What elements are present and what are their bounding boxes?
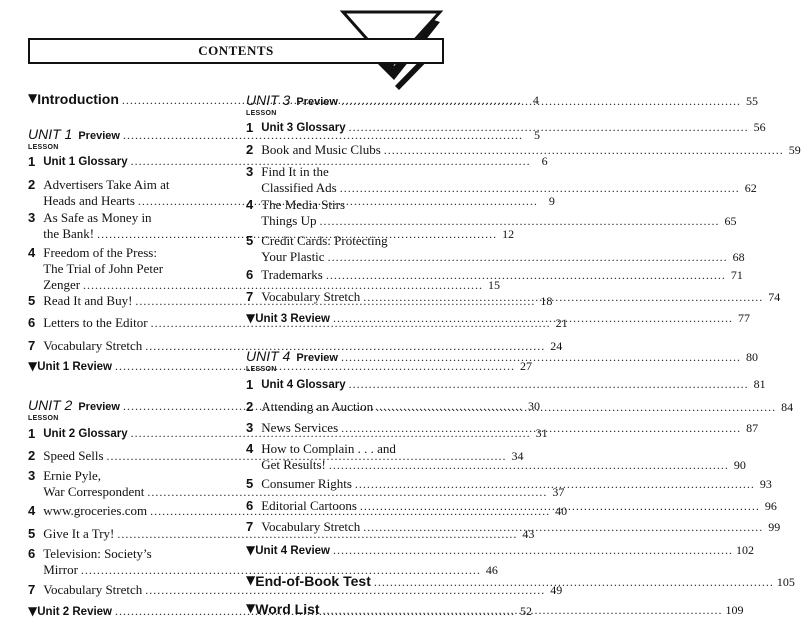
entry-page: 55 <box>745 94 758 108</box>
entry-page: 49 <box>550 583 563 597</box>
lesson-number: 2 <box>246 142 254 157</box>
entry-page: 81 <box>753 377 766 391</box>
entry-page: 99 <box>768 520 781 534</box>
lesson-number: 7 <box>28 582 36 597</box>
lesson-label: LESSON <box>246 110 277 117</box>
entry-page: 31 <box>535 426 548 440</box>
entry-page: 30 <box>527 399 540 413</box>
lesson-number: 1 <box>28 426 36 441</box>
triangle-bullet-icon: ▼ <box>246 573 256 587</box>
lesson-number: 3 <box>28 210 36 225</box>
lesson-title-line: The Media Stirs <box>261 197 345 212</box>
lesson-title-line: Unit 4 Glossary <box>261 379 346 391</box>
review-title: Unit 1 Review <box>37 361 113 373</box>
preview-label: Preview <box>78 401 120 413</box>
lesson-number: 4 <box>246 197 254 212</box>
lesson-title-line: Vocabulary Stretch <box>43 338 143 353</box>
triangle-bullet-icon: ▼ <box>246 311 256 325</box>
entry-page: 84 <box>781 400 794 414</box>
unit-label: UNIT 2 <box>28 397 73 413</box>
entry-title: Word List <box>255 601 320 617</box>
lesson-number: 7 <box>246 289 254 304</box>
unit-label: UNIT 3 <box>246 92 291 108</box>
entry-page: 24 <box>550 339 563 353</box>
lesson-title-line: The Trial of John Peter <box>43 261 164 276</box>
lesson-title-line: Television: Society’s <box>43 546 152 561</box>
lesson-title-line: Advertisers Take Aim at <box>43 177 170 192</box>
triangle-bullet-icon: ▼ <box>28 604 38 618</box>
lesson-number: 7 <box>246 519 254 534</box>
page-title: CONTENTS <box>198 43 274 58</box>
lesson-title-line: Classified Ads <box>261 180 337 195</box>
toc-lesson-entry[interactable] <box>246 164 757 196</box>
entry-page: 52 <box>520 604 533 618</box>
lesson-number: 2 <box>28 177 36 192</box>
toc-lesson-entry[interactable] <box>28 338 563 354</box>
lesson-title-line: Vocabulary Stretch <box>261 289 361 304</box>
lesson-number: 1 <box>246 120 254 135</box>
triangle-bullet-icon: ▼ <box>28 91 38 105</box>
lesson-label: LESSON <box>28 144 59 151</box>
entry-page: 68 <box>732 250 745 264</box>
lesson-label: LESSON <box>246 366 277 373</box>
lesson-number: 2 <box>28 448 36 463</box>
lesson-number: 5 <box>28 293 36 308</box>
entry-page: 21 <box>555 316 568 330</box>
lesson-title-line: As Safe as Money in <box>43 210 152 225</box>
preview-label: Preview <box>296 352 338 364</box>
lesson-number: 3 <box>246 164 254 179</box>
preview-label: Preview <box>78 130 120 142</box>
entry-page: 56 <box>753 120 766 134</box>
preview-label: Preview <box>296 96 338 108</box>
lesson-number: 3 <box>246 420 254 435</box>
entry-page: 12 <box>502 227 515 241</box>
lesson-title-line: Consumer Rights <box>261 476 352 491</box>
entry-page: 90 <box>733 458 746 472</box>
lesson-number: 6 <box>28 546 36 561</box>
lesson-title-line: How to Complain . . . and <box>261 441 396 456</box>
lesson-title-line: Get Results! <box>261 457 326 472</box>
entry-page: 71 <box>730 268 743 282</box>
lesson-title-line: Things Up <box>261 213 317 228</box>
toc-lesson-entry[interactable] <box>246 197 737 229</box>
lesson-number: 1 <box>246 377 254 392</box>
review-title: Unit 2 Review <box>37 606 113 618</box>
entry-page: 96 <box>764 499 777 513</box>
toc-lesson-entry[interactable] <box>28 582 563 598</box>
contents-banner <box>28 38 444 64</box>
unit-4-preview[interactable] <box>246 348 758 365</box>
lesson-title-line: Speed Sells <box>43 448 104 463</box>
lesson-number: 4 <box>246 441 254 456</box>
lesson-label: LESSON <box>28 415 59 422</box>
entry-page: 43 <box>522 527 535 541</box>
toc-lesson-entry[interactable] <box>246 120 766 135</box>
entry-page: 102 <box>736 543 755 557</box>
lesson-title-line: Unit 1 Glossary <box>43 156 128 168</box>
entry-page: 87 <box>746 421 759 435</box>
entry-page: 59 <box>788 143 801 157</box>
lesson-title-line: War Correspondent <box>43 484 145 499</box>
lesson-number: 5 <box>246 476 254 491</box>
lesson-title-line: Your Plastic <box>261 249 325 264</box>
entry-page: 40 <box>555 504 568 518</box>
entry-page: 6 <box>541 154 548 168</box>
lesson-title-line: Freedom of the Press: <box>43 245 157 260</box>
entry-page: 15 <box>488 278 501 292</box>
entry-page: 18 <box>540 294 553 308</box>
lesson-title-line: www.groceries.com <box>43 503 148 518</box>
lesson-number: 6 <box>28 315 36 330</box>
lesson-title-line: Vocabulary Stretch <box>261 519 361 534</box>
unit-3-preview[interactable] <box>246 92 758 109</box>
lesson-title-line: Mirror <box>43 562 78 577</box>
lesson-title-line: Unit 3 Glossary <box>261 122 346 134</box>
entry-page: 9 <box>548 194 555 208</box>
review-title: Unit 3 Review <box>255 313 331 325</box>
entry-page: 4 <box>532 93 539 107</box>
lesson-title-line: Ernie Pyle, <box>43 468 101 483</box>
toc-lesson-entry[interactable] <box>246 377 766 392</box>
lesson-number: 7 <box>28 338 36 353</box>
lesson-number: 4 <box>28 503 36 518</box>
lesson-number: 4 <box>28 245 36 260</box>
unit-label: UNIT 1 <box>28 126 73 142</box>
entry-page: 80 <box>745 350 758 364</box>
toc-lesson-entry[interactable] <box>246 142 801 158</box>
entry-page: 46 <box>485 563 498 577</box>
triangle-bullet-icon: ▼ <box>246 543 256 557</box>
lesson-number: 5 <box>246 233 254 248</box>
entry-page: 77 <box>738 311 751 325</box>
triangle-bullet-icon: ▼ <box>28 359 38 373</box>
lesson-title-line: Heads and Hearts <box>43 193 135 208</box>
lesson-title-line: Attending an Auction <box>261 399 374 414</box>
entry-page: 34 <box>511 449 524 463</box>
toc-unit-review[interactable] <box>246 543 755 558</box>
lesson-title-line: News Services <box>261 420 339 435</box>
entry-page: 109 <box>725 603 744 617</box>
lesson-number: 3 <box>28 468 36 483</box>
lesson-title-line: Trademarks <box>261 267 323 282</box>
entry-page: 37 <box>552 485 565 499</box>
lesson-title-line: Zenger <box>43 277 81 292</box>
entry-page: 105 <box>776 575 795 589</box>
lesson-title-line: Editorial Cartoons <box>261 498 357 513</box>
lesson-title-line: Read It and Buy! <box>43 293 133 308</box>
entry-page: 93 <box>759 477 772 491</box>
lesson-title-line: the Bank! <box>43 226 95 241</box>
toc-lesson-entry[interactable] <box>28 154 548 169</box>
lesson-title-line: Letters to the Editor <box>43 315 148 330</box>
lesson-title-line: Credit Cards: Protecting <box>261 233 388 248</box>
lesson-title-line: Book and Music Clubs <box>261 142 381 157</box>
entry-page: 5 <box>533 128 540 142</box>
lesson-title-line: Find It in the <box>261 164 329 179</box>
entry-page: 74 <box>768 290 781 304</box>
lesson-number: 5 <box>28 526 36 541</box>
entry-page: 62 <box>744 181 757 195</box>
lesson-title-line: Vocabulary Stretch <box>43 582 143 597</box>
lesson-title-line: Unit 2 Glossary <box>43 428 128 440</box>
triangle-bullet-icon: ▼ <box>246 601 256 615</box>
toc-lesson-entry[interactable] <box>246 267 743 283</box>
review-title: Unit 4 Review <box>255 545 331 557</box>
entry-title: End-of-Book Test <box>255 573 371 589</box>
lesson-number: 1 <box>28 154 36 169</box>
entry-title: Introduction <box>37 91 119 107</box>
unit-label: UNIT 4 <box>246 348 291 364</box>
lesson-title-line: Give It a Try! <box>43 526 115 541</box>
lesson-number: 6 <box>246 267 254 282</box>
lesson-number: 2 <box>246 399 254 414</box>
lesson-number: 6 <box>246 498 254 513</box>
entry-page: 27 <box>520 359 533 373</box>
entry-page: 65 <box>724 214 737 228</box>
